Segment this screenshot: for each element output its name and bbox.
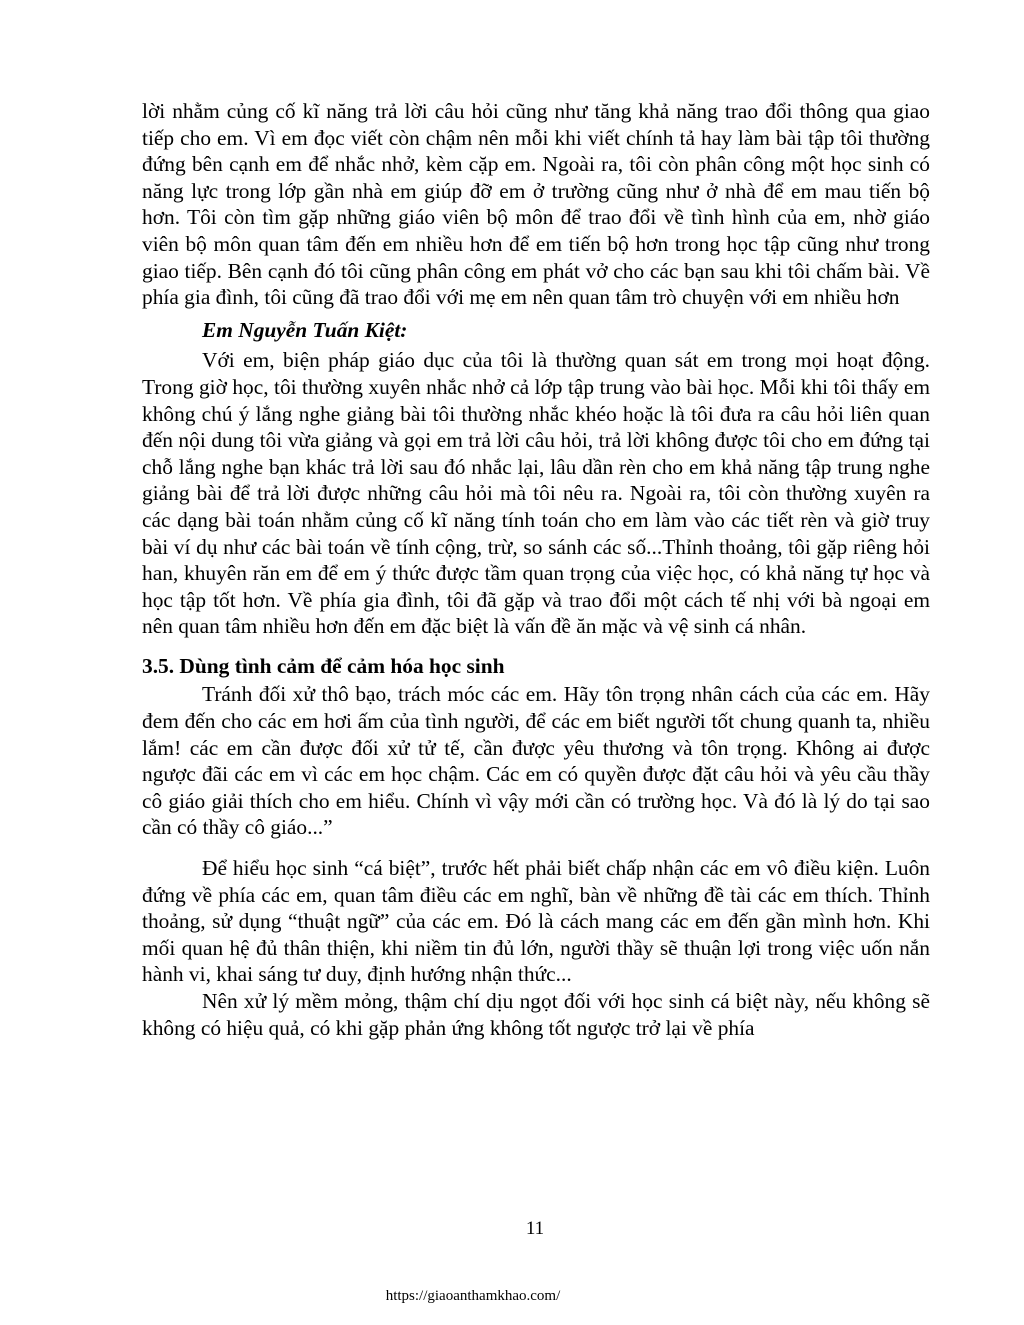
body-paragraph: Để hiểu học sinh “cá biệt”, trước hết phải biết chấp nhận các em vô điều kiện. Luôn đứng về phía các em, quan tâm điều các em nghĩ, bàn về những đề tài các em thích. Thỉnh thoảng, sử dụng “thuật ngữ” của các em. Đó là cách mang các em đến gần mình hơn. Khi mối quan hệ đủ thân thiện, khi niềm tin đủ lớn, người thầy sẽ thuận lợi trong việc uốn nắn hành vi, khai sáng tư duy, định hướng nhận thức... [142, 856, 930, 987]
body-paragraph: Nên xử lý mềm mỏng, thậm chí dịu ngọt đối với học sinh cá biệt này, nếu không sẽ không có hiệu quả, có khi gặp phản ứng không tốt ngược trở lại về phía [142, 989, 930, 1040]
body-paragraph: Với em, biện pháp giáo dục của tôi là thường quan sát em trong mọi hoạt động. Trong giờ học, tôi thường xuyên nhắc nhở cả lớp tập trung vào bài học. Mỗi khi tôi thấy em không chú ý lắng nghe giảng bài tôi thường nhắc khéo hoặc là tôi đưa ra câu hỏi liên quan đến nội dung tôi vừa giảng và gọi em trả lời câu hỏi, trả lời không được tôi cho em đứng tại chỗ lắng nghe bạn khác trả lời sau đó nhắc lại, lâu dần rèn cho em khả năng tập trung nghe giảng bài để trả lời được những câu hỏi mà tôi nêu ra. Ngoài ra, tôi còn thường xuyên ra các dạng bài toán nhằm củng cố kĩ năng tính toán cho em làm vào các tiết rèn và giờ truy bài ví dụ như các bài toán về tính cộng, trừ, so sánh các số...Thỉnh thoảng, tôi gặp riêng hỏi han, khuyên răn em để em ý thức được tầm quan trọng của việc học, có khả năng tự học và học tập tốt hơn. Về phía gia đình, tôi đã gặp và trao đổi một cách tế nhị với bà ngoại em nên quan tâm nhiều hơn đến em đặc biệt là vấn đề ăn mặc và vệ sinh cá nhân. [142, 348, 930, 639]
student-subheading: Em Nguyễn Tuấn Kiệt: [202, 317, 408, 342]
footer-url: https://giaoanthamkhao.com/ [385, 1288, 561, 1304]
page-number: 11 [525, 1218, 545, 1239]
body-paragraph: lời nhằm củng cố kĩ năng trả lời câu hỏi cũng như tăng khả năng trao đổi thông qua giao tiếp cho em. Vì em đọc viết còn chậm nên mỗi khi viết chính tả hay làm bài tập tôi thường đứng bên cạnh em để nhắc nhở, kèm cặp em. Ngoài ra, tôi còn phân công một học sinh có năng lực trong lớp gần nhà em giúp đỡ em ở trường cũng như ở nhà để em mau tiến bộ hơn. Tôi còn tìm gặp những giáo viên bộ môn để trao đổi về tình hình của em, nhờ giáo viên bộ môn quan tâm đến em nhiều hơn để em tiến bộ hơn trong học tập cũng như trong giao tiếp. Bên cạnh đó tôi cũng phân công em phát vở cho các bạn sau khi tôi chấm bài. Về phía gia đình, tôi cũng đã trao đổi với mẹ em nên quan tâm trò chuyện với em nhiều hơn [142, 99, 930, 310]
body-paragraph: Tránh đối xử thô bạo, trách móc các em. Hãy tôn trọng nhân cách của các em. Hãy đem đến cho các em hơi ấm của tình người, để các em biết người tốt chung quanh ta, nhiều lắm! các em cần được đối xử tử tế, cần được yêu thương và tôn trọng. Không ai được ngược đãi các em vì các em học chậm. Các em có quyền được đặt câu hỏi và yêu cầu thầy cô giáo giải thích cho em hiểu. Chính vì vậy mới cần có trường học. Và đó là lý do tại sao cần có thầy cô giáo...” [142, 682, 930, 840]
document-body [142, 98, 930, 1041]
section-heading: 3.5. Dùng tình cảm để cảm hóa học sinh [142, 653, 505, 678]
